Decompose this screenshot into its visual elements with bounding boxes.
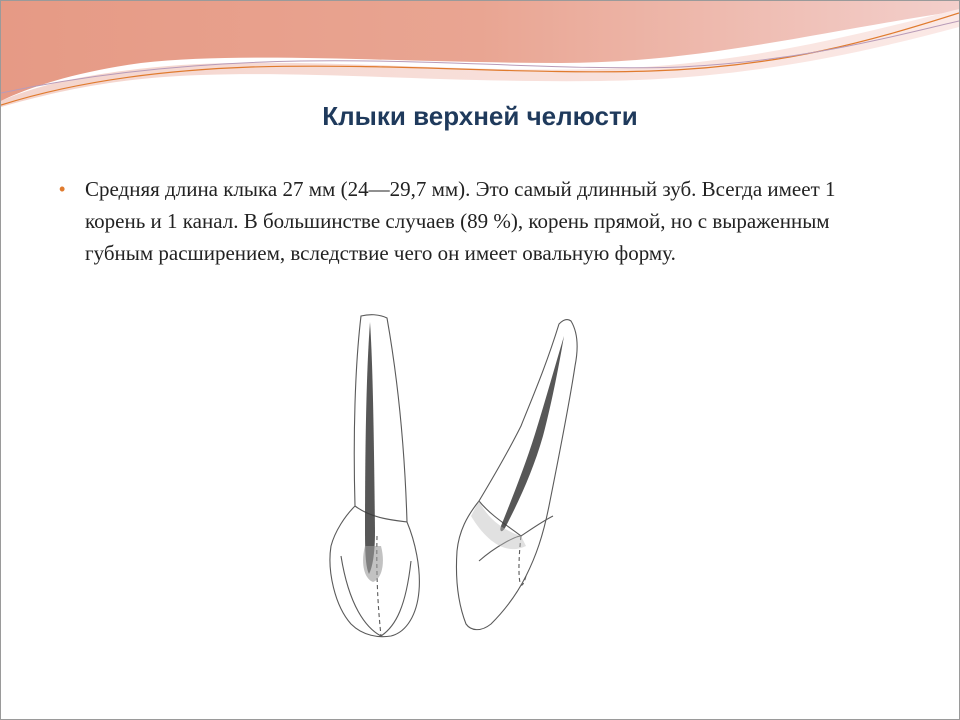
- slide-title: Клыки верхней челюсти: [322, 101, 638, 131]
- header-wave-decoration: [1, 1, 959, 111]
- bullet-item: [59, 173, 859, 269]
- bullet-icon: •: [59, 179, 66, 199]
- bullet-text: Средняя длина клыка 27 мм (24—29,7 мм). Это самый длинный зуб. Всегда имеет 1 корень и 1 канал. В большинстве случаев (89 %), корень прямой, но с выраженным губным расширением, вследствие чего он имеет овальную форму.: [85, 177, 836, 265]
- maxillary-canine-root-canal-illustration: [321, 306, 601, 646]
